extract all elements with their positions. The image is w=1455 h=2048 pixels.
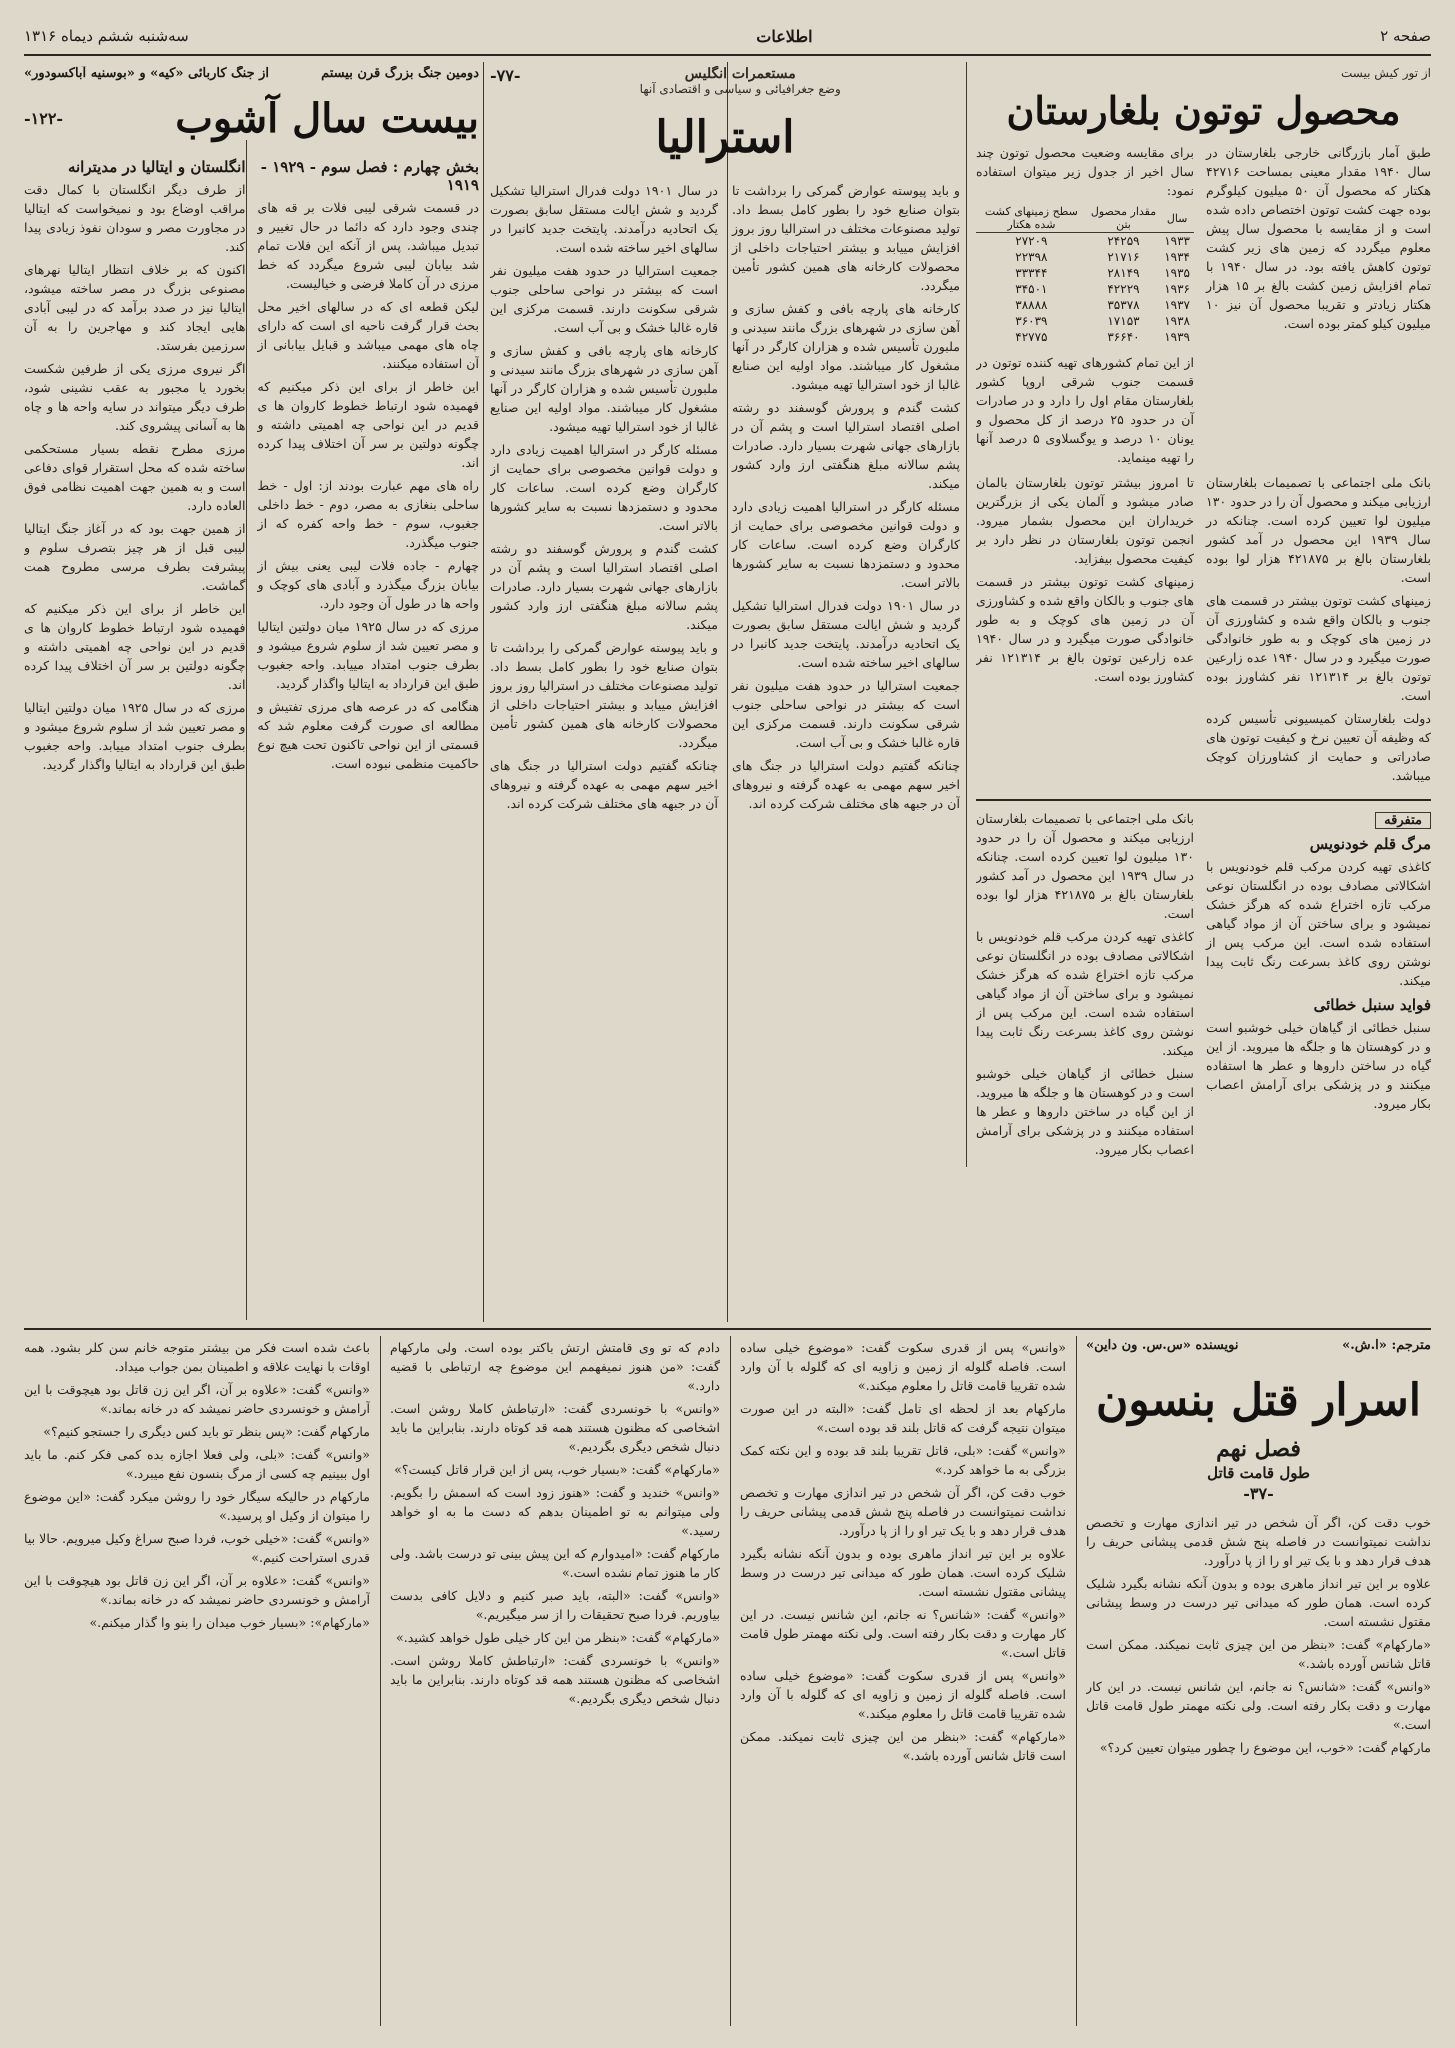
article-paragraph: «مارکهام» گفت: «بنظر من این چیزی ثابت نمیکند. ممکن است قاتل شانس آورده باشد.»: [740, 1729, 1066, 1763]
table-cell: ۴۲۲۲۹: [1107, 282, 1140, 296]
article-paragraph: بانک ملی اجتماعی با تصمیمات بلغارستان ارزیابی میکند و محصول آن را در حدود ۱۳۰ میلیون لوا تعیین کرده است. چنانکه در سال ۱۹۳۹ این محصول در آمد کشور بلغارستان بالغ بر ۴۲۱۸۷۵ هزار لوا بوده است.: [1206, 475, 1431, 585]
article-paragraph: چنانکه گفتیم دولت استرالیا در جنگ های اخیر سهم مهمی به عهده گرفته و نیروهای آن در جبهه های مختلف شرکت کرده اند.: [490, 758, 718, 811]
article-paragraph: مارکهام در حالیکه سیگار خود را روشن میکرد گفت: «این موضوع را میتوان از وکیل او پرسید.»: [24, 1489, 370, 1523]
article-title: محصول توتون بلغارستان: [1006, 88, 1401, 133]
article-paragraph: «مارکهام»: «بسیار خوب میدان را بنو وا گذار میکنم.»: [89, 1615, 370, 1630]
table-row: [976, 297, 1194, 313]
article-australia: [490, 66, 960, 1320]
table-row: [976, 249, 1194, 265]
article-paragraph: در قسمت شرقی لیبی فلات بر قه های چندی وجود دارد که دائما در حال تغییر و تبدیل میباشد. پس از آنکه این فلات تمام شد بیابان لیبی شروع میگردد که خط مرزی در آن کاملا فرضی و خیالیست.: [257, 200, 479, 291]
table-cell: ۳۳۳۴۴: [1015, 266, 1048, 280]
article-paragraph: اکنون که بر خلاف انتظار ایتالیا نهرهای مصنوعی بزرگ در مصر ساخته میشود، ایتالیا نیز در صدد برآمد که در لیبی آبادی هایی ایجاد کند و مهاجرین را به آن سرزمین بفرستد.: [24, 262, 246, 353]
article-paragraph: این خاطر از برای این ذکر میکنیم که فهمیده شود ارتباط خطوط کاروان ها ی قدیم در این نواحی چه اهمیتی داشته و چگونه دولتین بر سر آن اختلاف پیدا کرده اند.: [257, 379, 479, 470]
article-subtitle: بخش چهارم : فصل سوم - ۱۹۲۹ - ۱۹۱۹: [260, 158, 479, 194]
newspaper-name: اطلاعات: [756, 26, 813, 46]
page-number: صفحه ۲: [1380, 27, 1431, 45]
article-paragraph: کارخانه های پارچه بافی و کفش سازی و آهن سازی در شهرهای بزرگ مانند سیدنی و ملبورن تأسیس شده و هزاران کارگر در آنها مشغول کار میباشند. مواد اولیه این صنایع غالبا از خود استرالیا تهیه میشود.: [732, 301, 960, 392]
table-row: [976, 313, 1194, 329]
table-cell: ۲۷۲۰۹: [1015, 234, 1048, 248]
article-paragraph: هنگامی که در عرصه های مرزی تفتیش و مطالعه ای صورت گرفت معلوم شد که قسمتی از این نواحی تاکنون تحت هیچ نوع حاکمیت منظمی نبوده است.: [257, 699, 479, 771]
article-paragraph: دادم که تو وی قامتش ارتش باکتر بوده است. ولی مارکهام گفت: «من هنوز نمیفهمم این موضوع چه ارتباطی با قضیه دارد.»: [390, 1340, 720, 1393]
article-paragraph: چنانکه گفتیم دولت استرالیا در جنگ های اخیر سهم مهمی به عهده گرفته و نیروهای آن در جبهه های مختلف شرکت کرده اند.: [732, 758, 960, 811]
article-kicker: مستعمرات انگلیس: [684, 66, 796, 82]
table-cell: ۱۹۳۶: [1164, 282, 1190, 296]
article-paragraph: علاوه بر این تیر انداز ماهری بوده و بدون آنکه نشانه بگیرد شلیک کرده است. همان طور که میدانی تیر درست در وسط پیشانی مقتول نشسته است.: [740, 1546, 1066, 1599]
article-paragraph: «وانس» گفت: «علاوه بر آن، اگر این زن قاتل بود هیچوقت با این آرامش و خونسردی حاضر نمیشد که در خانه بماند.»: [24, 1573, 370, 1607]
article-paragraph: تا امروز بیشتر توتون بلغارستان بالمان صادر میشود و آلمان یکی از بزرگترین خریداران این محصول بشمار میرود. انجمن توتون بلغارستان در نظر دارد بر کیفیت محصول بیفزاید.: [976, 475, 1194, 566]
table-header: سطح زمینهای کشت شده هکتار: [976, 204, 1087, 233]
table-cell: ۳۸۸۸۸: [1015, 298, 1048, 312]
article-paragraph: مارکهام گفت: «پس بنظر تو باید کس دیگری را جستجو کنیم؟»: [43, 1424, 370, 1439]
section-title: مرگ قلم خودنویس: [1309, 835, 1431, 853]
article-paragraph: «وانس» گفت: «بلی، قاتل تقریبا بلند قد بوده و این نکته کمک بزرگی به ما خواهد کرد.»: [740, 1443, 1066, 1477]
article-paragraph: سنبل خطائی از گیاهان خیلی خوشبو است و در کوهستان ها و جلگه ها میروید. از این گیاه در ساختن داروها و عطر ها استفاده میکنند و در پزشکی برای آرامش اعصاب بکار میرود.: [976, 1066, 1194, 1157]
article-paragraph: مارکهام بعد از لحظه ای تامل گفت: «البته در این صورت میتوان نتیجه گرفت که قاتل بلند قد بوده است.»: [740, 1401, 1066, 1435]
table-cell: ۱۹۳۳: [1164, 234, 1190, 248]
column-divider: [966, 62, 967, 1167]
article-paragraph: مارکهام گفت: «خوب، این موضوع را چطور میتوان تعیین کرد؟»: [1099, 1740, 1431, 1755]
article-kicker: دومین جنگ بزرگ قرن بیستم: [321, 66, 479, 81]
table-cell: ۲۴۲۵۹: [1107, 234, 1140, 248]
table-cell: ۲۸۱۴۹: [1107, 266, 1140, 280]
article-paragraph: «وانس» گفت: «البته، باید صبر کنیم و دلایل کافی بدست بیاوریم. فردا صبح تحقیقات را از سر میگیریم.»: [390, 1588, 720, 1622]
chapter-subtitle: طول قامت قاتل: [1207, 1464, 1310, 1482]
article-paragraph: و باید پیوسته عوارض گمرکی را برداشت تا بتوان صنایع خود را بطور کامل بسط داد. تولید مصنوعات مختلف در استرالیا روز بروز افزایش مییابد و بیشتر احتیاجات داخلی از محصولات کارخانه های همین کشور تأمین میگردد.: [490, 640, 718, 750]
table-row: [976, 329, 1194, 345]
column-divider: [730, 1336, 731, 2026]
article-paragraph: «وانس» پس از قدری سکوت گفت: «موضوع خیلی ساده است. فاصله گلوله از زمین و زاویه ای که گلوله با آن وارد شده تقریبا قامت قاتل را معلوم میکند.»: [740, 1668, 1066, 1721]
article-paragraph: جمعیت استرالیا در حدود هفت میلیون نفر است که بیشتر در نواحی ساحلی جنوب شرقی سکونت دارند. قسمت مرکزی این قاره غالبا خشک و بی آب است.: [732, 678, 960, 750]
serial-title: اسرار قتل بنسون: [1096, 1375, 1421, 1426]
masthead: [24, 18, 1431, 56]
article-paragraph: لیکن قطعه ای که در سالهای اخیر محل بحث قرار گرفت ناحیه ای است که دارای چاه های مهمی میباشد و قبایل بیابانی از آن استفاده میکنند.: [257, 299, 479, 371]
article-paragraph: دولت بلغارستان کمیسیونی تأسیس کرده که وظیفه آن تعیین نرخ و کیفیت توتون های صادراتی و حمایت از کشاورزان کوچک میباشد.: [1206, 711, 1431, 783]
article-paragraph: سنبل خطائی از گیاهان خیلی خوشبو است و در کوهستان ها و جلگه ها میروید. از این گیاه در ساختن داروها و عطر ها استفاده میکنند و در پزشکی برای آرامش اعصاب بکار میرود.: [1206, 1020, 1431, 1111]
article-paragraph: زمینهای کشت توتون بیشتر در قسمت های جنوب و بالکان واقع شده و کشاورزی آن در زمین های کوچک و به طور خانوادگی صورت میگیرد و در سال ۱۹۴۰ عده زارعین توتون بالغ بر ۱۲۱۳۱۴ نفر کشاورز بوده است.: [976, 574, 1194, 684]
article-paragraph: خوب دقت کن، اگر آن شخص در تیر اندازی مهارت و تخصص نداشت نمیتوانست در فاصله پنج شش قدمی پیشانی حریف را هدف قرار دهد و با یک تیر او را از پا درآورد.: [740, 1485, 1066, 1538]
section-label: متفرقه: [1375, 812, 1431, 829]
article-paragraph: جمعیت استرالیا در حدود هفت میلیون نفر است که بیشتر در نواحی ساحلی جنوب شرقی سکونت دارند. قسمت مرکزی این قاره غالبا خشک و بی آب است.: [490, 263, 718, 335]
article-kicker: از تور کیش بیست: [1341, 66, 1431, 80]
article-paragraph: «وانس» با خونسردی گفت: «ارتباطش کاملا روشن است. اشخاصی که مظنون هستند همه قد کوتاه دارند. بنابراین ما باید دنبال شخص دیگری بگردیم.»: [390, 1653, 720, 1706]
article-paragraph: کارخانه های پارچه بافی و کفش سازی و آهن سازی در شهرهای بزرگ مانند سیدنی و ملبورن تأسیس شده و هزاران کارگر در آنها مشغول کار میباشند. مواد اولیه این صنایع غالبا از خود استرالیا تهیه میشود.: [490, 343, 718, 434]
article-paragraph: «وانس» خندید و گفت: «هنوز زود است که اسمش را بگویم. ولی میتوانم به تو اطمینان بدهم که دست ما به او خواهد رسید.»: [390, 1485, 720, 1538]
article-paragraph: «وانس» گفت: «علاوه بر آن، اگر این زن قاتل بود هیچوقت با این آرامش و خونسردی حاضر نمیشد که در خانه بماند.»: [24, 1382, 370, 1416]
table-cell: ۱۹۳۷: [1164, 298, 1190, 312]
article-paragraph: «مارکهام» گفت: «بسیار خوب، پس از این قرار قاتل کیست؟»: [394, 1462, 720, 1477]
table-cell: ۲۱۷۱۶: [1107, 250, 1140, 264]
article-paragraph: در سال ۱۹۰۱ دولت فدرال استرالیا تشکیل گردید و شش ایالت مستقل سابق بصورت یک اتحادیه درآمدند. پایتخت جدید کانبرا در سالهای اخیر ساخته شده است.: [732, 598, 960, 670]
table-cell: ۴۲۷۷۵: [1015, 330, 1048, 344]
article-paragraph: خوب دقت کن، اگر آن شخص در تیر اندازی مهارت و تخصص نداشت نمیتوانست در فاصله پنج شش قدمی پیشانی حریف را هدف قرار دهد و با یک تیر او را از پا درآورد.: [1086, 1515, 1431, 1568]
serial-number: -۱۲۲-: [24, 109, 64, 128]
article-paragraph: مرزی مطرح نقطه بسیار مستحکمی ساخته شده که محل استقرار قوای دفاعی است و به همین جهت اهمیت نظامی فوق العاده دارد.: [24, 441, 246, 513]
article-kicker: از جنگ کاربائی «کیه» و «بوسنیه آباکسودور»: [24, 66, 270, 81]
serial-number: -۷۷-: [490, 66, 521, 85]
issue-date: سه‌شنبه ششم دیماه ۱۳۱۶: [24, 27, 189, 45]
article-title: استرالیا: [655, 112, 795, 163]
article-paragraph: مسئله کارگر در استرالیا اهمیت زیادی دارد و دولت قوانین مخصوصی برای حمایت از کارگران وضع کرده است. ساعات کار محدود و دستمزدها نسبت به سایر کشورها بالاتر است.: [732, 499, 960, 590]
table-cell: ۱۹۳۸: [1164, 314, 1190, 328]
article-paragraph: علاوه بر این تیر انداز ماهری بوده و بدون آنکه نشانه بگیرد شلیک کرده است. همان طور که میدانی تیر درست در وسط پیشانی مقتول نشسته است.: [1086, 1576, 1431, 1629]
article-paragraph: مارکهام گفت: «امیدوارم که این پیش بینی تو درست باشد. ولی کار ما هنوز تمام نشده است.»: [390, 1546, 720, 1580]
table-cell: ۱۹۳۴: [1164, 250, 1190, 264]
table-cell: ۱۷۱۵۳: [1107, 314, 1140, 328]
article-title: بیست سال آشوب: [175, 95, 479, 142]
article-paragraph: کشت گندم و پرورش گوسفند دو رشته اصلی اقتصاد استرالیا است و پشم آن در بازارهای جهانی شهرت بسیار دارد. صادرات پشم سالانه مبلغ هنگفتی ارز وارد کشور میکند.: [732, 400, 960, 491]
serial-benson-intro: [1086, 1338, 1431, 2026]
article-paragraph: «وانس» گفت: «بلی، ولی فعلا اجازه بده کمی فکر کنم. ما باید اول ببینیم چه کسی از مرگ بنسون نفع میبرد.»: [24, 1447, 370, 1481]
column-divider: [1076, 1336, 1077, 2026]
article-paragraph: «وانس» گفت: «شانس؟ نه جانم، این شانس نیست. در این کار مهارت و دقت بکار رفته است. ولی نکته مهمتر طول قامت قاتل است.»: [1086, 1679, 1431, 1732]
article-paragraph: این خاطر از برای این ذکر میکنیم که فهمیده شود ارتباط خطوط کاروان ها ی قدیم در این نواحی چه اهمیتی داشته و چگونه دولتین بر سر آن اختلاف پیدا کرده اند.: [24, 601, 246, 692]
table-cell: ۱۹۳۵: [1164, 266, 1190, 280]
article-twenty-years: [24, 66, 479, 1320]
article-paragraph: مرزی که در سال ۱۹۲۵ میان دولتین ایتالیا و مصر تعیین شد از سلوم شروع میشود و بطرف جنوب امتداد مییابد. واحه جغبوب طبق این قرارداد به ایتالیا واگذار گردید.: [257, 619, 479, 691]
table-cell: ۳۶۰۳۹: [1015, 314, 1048, 328]
table-row: [976, 281, 1194, 297]
article-subkicker: وضع جغرافیائی و سیاسی و اقتصادی آنها: [639, 82, 841, 96]
article-paragraph: مسئله کارگر در استرالیا اهمیت زیادی دارد و دولت قوانین مخصوصی برای حمایت از کارگران وضع کرده است. ساعات کار محدود و دستمزدها نسبت به سایر کشورها بالاتر است.: [490, 442, 718, 533]
column-divider: [380, 1336, 381, 2026]
serial-benson-col3: [390, 1338, 720, 2026]
article-paragraph: باعث شده است فکر من بیشتر متوجه خانم سن کلر بشود. همه اوقات با نهایت علاقه و اطمینان بمن جواب میداد.: [24, 1340, 370, 1374]
tobacco-table: [976, 204, 1194, 345]
article-paragraph: چهارم - جاده فلات لیبی یعنی بیش از بیابان بزرگ میگذرد و آبادی های کوچک و واحه ها در طول آن وجود دارد.: [257, 558, 479, 611]
serial-benson-col4: [24, 1338, 370, 2026]
article-paragraph: «وانس» پس از قدری سکوت گفت: «موضوع خیلی ساده است. فاصله گلوله از زمین و زاویه ای که گلوله با آن وارد شده تقریبا قامت قاتل را معلوم میکند.»: [740, 1340, 1066, 1393]
article-paragraph: از طرف دیگر انگلستان با کمال دقت مراقب اوضاع بود و نمیخواست که ایتالیا در مجاورت مصر و سودان نفوذ زیادی پیدا کند.: [24, 182, 246, 254]
table-cell: ۱۹۳۹: [1164, 330, 1190, 344]
table-caption: برای مقایسه وضعیت محصول توتون چند سال اخیر از جدول زیر میتوان استفاده نمود:: [976, 145, 1194, 198]
table-cell: ۳۶۶۴۰: [1107, 330, 1140, 344]
article-paragraph: «مارکهام» گفت: «بنظر من این چیزی ثابت نمیکند. ممکن است قاتل شانس آورده باشد.»: [1086, 1637, 1431, 1671]
table-cell: ۳۵۳۷۸: [1107, 298, 1140, 312]
serial-number: -۳۷-: [1243, 1484, 1274, 1503]
article-paragraph: کاغذی تهیه کردن مرکب قلم خودنویس با اشکالاتی مصادف بوده در انگلستان نوعی مرکب تازه اختراع شده که هرگز خشک نمیشود و برای ساختن آن از مواد گیاهی استفاده شده است. این مرکب پس از نوشتن روی کاغذ بسرعت رنگ ثابت پیدا میکند.: [976, 929, 1194, 1058]
article-paragraph: کاغذی تهیه کردن مرکب قلم خودنویس با اشکالاتی مصادف بوده در انگلستان نوعی مرکب تازه اختراع شده که هرگز خشک نمیشود و برای ساختن آن از مواد گیاهی استفاده شده است. این مرکب پس از نوشتن روی کاغذ بسرعت رنگ ثابت پیدا میکند.: [1206, 859, 1431, 988]
chapter-title: فصل نهم: [1216, 1436, 1301, 1462]
article-paragraph: مرزی که در سال ۱۹۲۵ میان دولتین ایتالیا و مصر تعیین شد از سلوم شروع میشود و بطرف جنوب امتداد مییابد. واحه جغبوب طبق این قرارداد به ایتالیا واگذار گردید.: [24, 700, 246, 772]
article-paragraph: در سال ۱۹۰۱ دولت فدرال استرالیا تشکیل گردید و شش ایالت مستقل سابق بصورت یک اتحادیه درآمدند. پایتخت جدید کانبرا در سالهای اخیر ساخته شده است.: [490, 183, 718, 255]
article-paragraph: «مارکهام» گفت: «بنظر من این کار خیلی طول خواهد کشید.»: [396, 1630, 720, 1645]
table-row: [976, 265, 1194, 281]
author-credit: نویسنده «س.س. ون داین»: [1086, 1338, 1239, 1353]
section-divider: [976, 799, 1431, 801]
table-row: [976, 233, 1194, 250]
serial-benson-col2: [740, 1338, 1066, 2026]
article-paragraph: کشت گندم و پرورش گوسفند دو رشته اصلی اقتصاد استرالیا است و پشم آن در بازارهای جهانی شهرت بسیار دارد. صادرات پشم سالانه مبلغ هنگفتی ارز وارد کشور میکند.: [490, 541, 718, 632]
table-header: مقدار محصول بتن: [1087, 204, 1160, 233]
article-paragraph: «وانس» گفت: «شانس؟ نه جانم، این شانس نیست. در این کار مهارت و دقت بکار رفته است. ولی نکته مهمتر طول قامت قاتل است.»: [740, 1607, 1066, 1660]
table-cell: ۳۴۵۰۱: [1015, 282, 1048, 296]
article-paragraph: و باید پیوسته عوارض گمرکی را برداشت تا بتوان صنایع خود را بطور کامل بسط داد. تولید مصنوعات مختلف در استرالیا روز بروز افزایش مییابد و بیشتر احتیاجات داخلی از محصولات کارخانه های همین کشور تأمین میگردد.: [732, 183, 960, 293]
article-paragraph: اگر نیروی مرزی یکی از طرفین شکست بخورد یا مجبور به عقب نشینی شود، طرف دیگر میتواند در سایه واحه ها و چاه ها به آسانی پیشروی کند.: [24, 361, 246, 433]
article-bulgaria-tobacco: [976, 66, 1431, 1320]
article-paragraph: زمینهای کشت توتون بیشتر در قسمت های جنوب و بالکان واقع شده و کشاورزی آن در زمین های کوچک و به طور خانوادگی صورت میگیرد و در سال ۱۹۴۰ عده زارعین توتون بالغ بر ۱۲۱۳۱۴ نفر کشاورز بوده است.: [1206, 593, 1431, 703]
table-cell: ۲۲۳۹۸: [1015, 250, 1048, 264]
article-paragraph: «وانس» با خونسردی گفت: «ارتباطش کاملا روشن است. اشخاصی که مظنون هستند همه قد کوتاه دارند. بنابراین ما باید دنبال شخص دیگری بگردیم.»: [390, 1401, 720, 1454]
column-divider: [483, 62, 484, 1322]
article-paragraph: از این تمام کشورهای تهیه کننده توتون در قسمت جنوب شرقی اروپا کشور بلغارستان مقام اول را دارد و در صادرات آن در حدود ۲۵ درصد از کل محصول و یونان ۱۰ درصد و یوگسلاوی ۵ درصد آنها را تهیه مینماید.: [976, 355, 1194, 465]
section-title: فواید سنبل خطائی: [1313, 996, 1431, 1014]
section-divider: [24, 1328, 1431, 1330]
article-paragraph: بانک ملی اجتماعی با تصمیمات بلغارستان ارزیابی میکند و محصول آن را در حدود ۱۳۰ میلیون لوا تعیین کرده است. چنانکه در سال ۱۹۳۹ این محصول در آمد کشور بلغارستان بالغ بر ۴۲۱۸۷۵ هزار لوا بوده است.: [976, 811, 1194, 921]
article-paragraph: «وانس» گفت: «خیلی خوب، فردا صبح سراغ وکیل میرویم. حالا بیا قدری استراحت کنیم.»: [24, 1531, 370, 1565]
article-paragraph: از همین جهت بود که در آغاز جنگ ایتالیا لیبی قبل از هر چیز بتصرف سلوم و پیشرفت بطرف مرسی مطروح همت گماشت.: [24, 521, 246, 593]
article-subtitle: انگلستان و ایتالیا در مدیترانه: [67, 158, 246, 176]
article-paragraph: راه های مهم عبارت بودند از: اول - خط ساحلی بنغازی به مصر، دوم - خط داخلی جغبوب، سوم - خط واحه کفره که از جنوب میگذرد.: [257, 478, 479, 550]
table-header: سال: [1160, 204, 1194, 233]
article-paragraph: طبق آمار بازرگانی خارجی بلغارستان در سال ۱۹۴۰ مقدار معینی بمساحت ۴۲۷۱۶ هکتار که محصول آن ۵۰ میلیون کیلوگرم بوده جهت کشت توتون اختصاص داده شده است و از مقایسه با محصول سال پیش معلوم میگردد که زمین های زیر کشت توتون کاهش یافته بود. در سال ۱۹۴۰ با تمام افزایش زمین کشت بالغ بر ۱۵ هزار هکتار زیادتر و تقریبا محصول آن نیز ۱۰ میلیون کیلو کمتر بوده است.: [1206, 145, 1431, 331]
translator-credit: مترجم: «ا.ش.»: [1342, 1338, 1431, 1353]
